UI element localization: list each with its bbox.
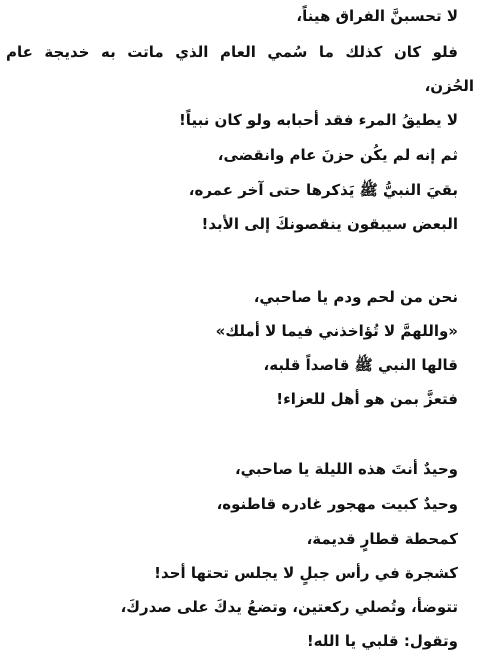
poem-line: بقيَ النبيُّ ﷺ يَذكرها حتى آخر عمره، (188, 181, 458, 199)
poem-line: لا تحسبنَّ الفراق هيناً، (296, 7, 458, 25)
poem-line: قالها النبي ﷺ قاصداً قلبه، (263, 356, 458, 374)
poem-line: فتعزَّ بمن هو أهل للعزاء! (276, 390, 458, 408)
poem-line: نحن من لحم ودم يا صاحبي، (253, 288, 458, 306)
poem-line: كشجرة في رأس جبلٍ لا يجلس تحتها أحد! (154, 564, 458, 582)
poem-line: ثم إنه لم يكُن حزنَ عام وانقضى، (217, 146, 458, 164)
poem-line: «واللهمَّ لا تُؤاخذني فيما لا أملك» (215, 322, 458, 340)
poem-line: وتقول: قلبي يا الله! (306, 632, 458, 650)
poem-line: وحيدٌ أنتَ هذه الليلة يا صاحبي، (234, 460, 458, 478)
poem-line: تتوضأ، وتُصلي ركعتين، وتضعُ يدكَ على صدركَ، (120, 598, 458, 616)
poem-line: البعض سيبقون ينقصونكَ إلى الأبد! (201, 215, 458, 233)
poem-line: فلو كان كذلك ما سُمي العام الذي ماتت به خديجة عام (6, 43, 458, 61)
poem-line: لا يطيقُ المرء فقد أحبابه ولو كان نبياً! (178, 111, 458, 129)
poem-line: الحُزن، (424, 77, 474, 95)
poem-line: وحيدٌ كبيت مهجور غادره قاطنوه، (216, 495, 458, 513)
poem-line: كمحطة قطارٍ قديمة، (306, 530, 458, 548)
